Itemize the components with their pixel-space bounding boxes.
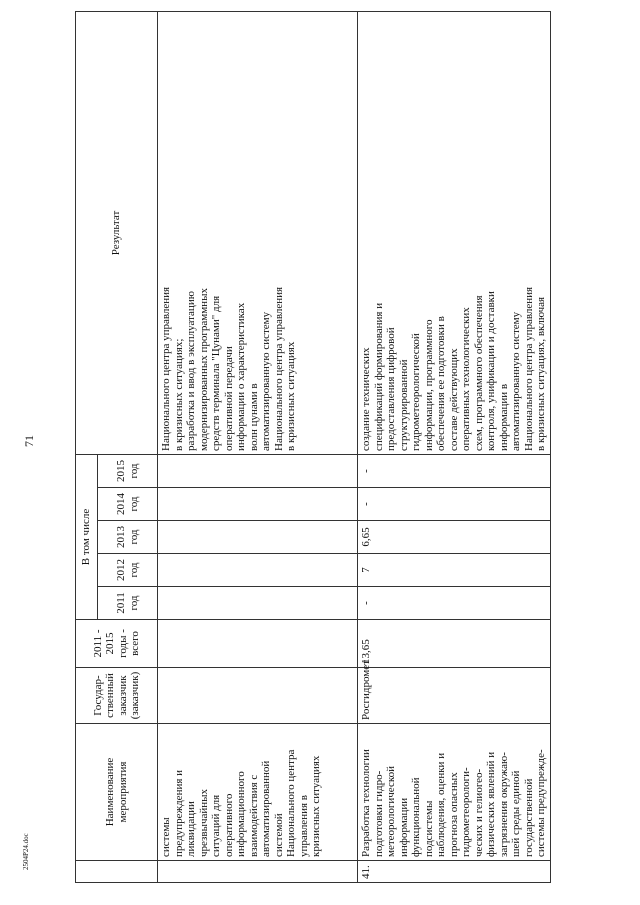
header-total: 2011 - 2015 годы - всего <box>76 620 158 668</box>
row-y2014: - <box>358 488 551 521</box>
header-num <box>76 861 158 883</box>
header-year-2013: 2013 год <box>98 521 158 554</box>
row-name: Разработка технологии подготовки гидро- метеорологической информации функциональной подсистемы наблюдения, оценки и прогноза опасных гидрометеорологи- ческих и гелиогео- физических явлений и загрязнения окружаю- шей среды единой государственной системы предупрежде- <box>358 724 551 861</box>
footer-filename: 2504Р24.doc <box>22 833 30 870</box>
table-row <box>158 12 358 883</box>
row-y2014 <box>158 488 358 521</box>
header-year-2014: 2014 год <box>98 488 158 521</box>
row-y2011: - <box>358 587 551 620</box>
header-name: Наименование мероприятия <box>76 724 158 861</box>
header-year-2012: 2012 год <box>98 554 158 587</box>
row-y2011 <box>158 587 358 620</box>
row-total <box>158 620 358 668</box>
table-row <box>358 12 551 883</box>
row-name: системы предупреждения и ликвидации чрезвычайных ситуаций для оперативного информационного взаимодействия с автоматизированной системой Национального центра управления в кризисных ситуациях <box>158 724 358 861</box>
row-customer: Росгидромет <box>358 668 551 724</box>
header-year-2011: 2011 год <box>98 587 158 620</box>
row-customer <box>158 668 358 724</box>
row-result: Национального центра управления в кризисных ситуациях; разработка и ввод в эксплуатацию модернизированных программных средств терминала "Цунами" для оперативной передачи информации о характеристиках волн цунами в автоматизированную систему Национального центра управления в кризисных ситуациях <box>158 12 358 455</box>
measures-table <box>75 11 551 883</box>
header-in-that: В том числе <box>76 455 98 620</box>
row-y2013 <box>158 521 358 554</box>
header-result: Результат <box>76 12 158 455</box>
rotated-table-sheet <box>75 15 615 883</box>
row-y2012 <box>158 554 358 587</box>
row-y2013: 6,65 <box>358 521 551 554</box>
row-num <box>158 861 358 883</box>
header-customer: Государ- ственный заказчик (заказчик) <box>76 668 158 724</box>
row-y2012: 7 <box>358 554 551 587</box>
row-num: 41. <box>358 861 551 883</box>
header-year-2015: 2015 год <box>98 455 158 488</box>
row-y2015 <box>158 455 358 488</box>
page-number: 71 <box>22 435 36 447</box>
row-total: 13,65 <box>358 620 551 668</box>
row-y2015: - <box>358 455 551 488</box>
row-result: создание технических спецификаций формирования и предоставления цифровой структурированной гидрометеорологической информации, программного обеспечения ее подготовки в составе действующих оперативных технологических схем, программного обеспечения контроля, унификации и доставки информации в автоматизированную систему Национального центра управления в кризисных ситуациях, включая <box>358 12 551 455</box>
